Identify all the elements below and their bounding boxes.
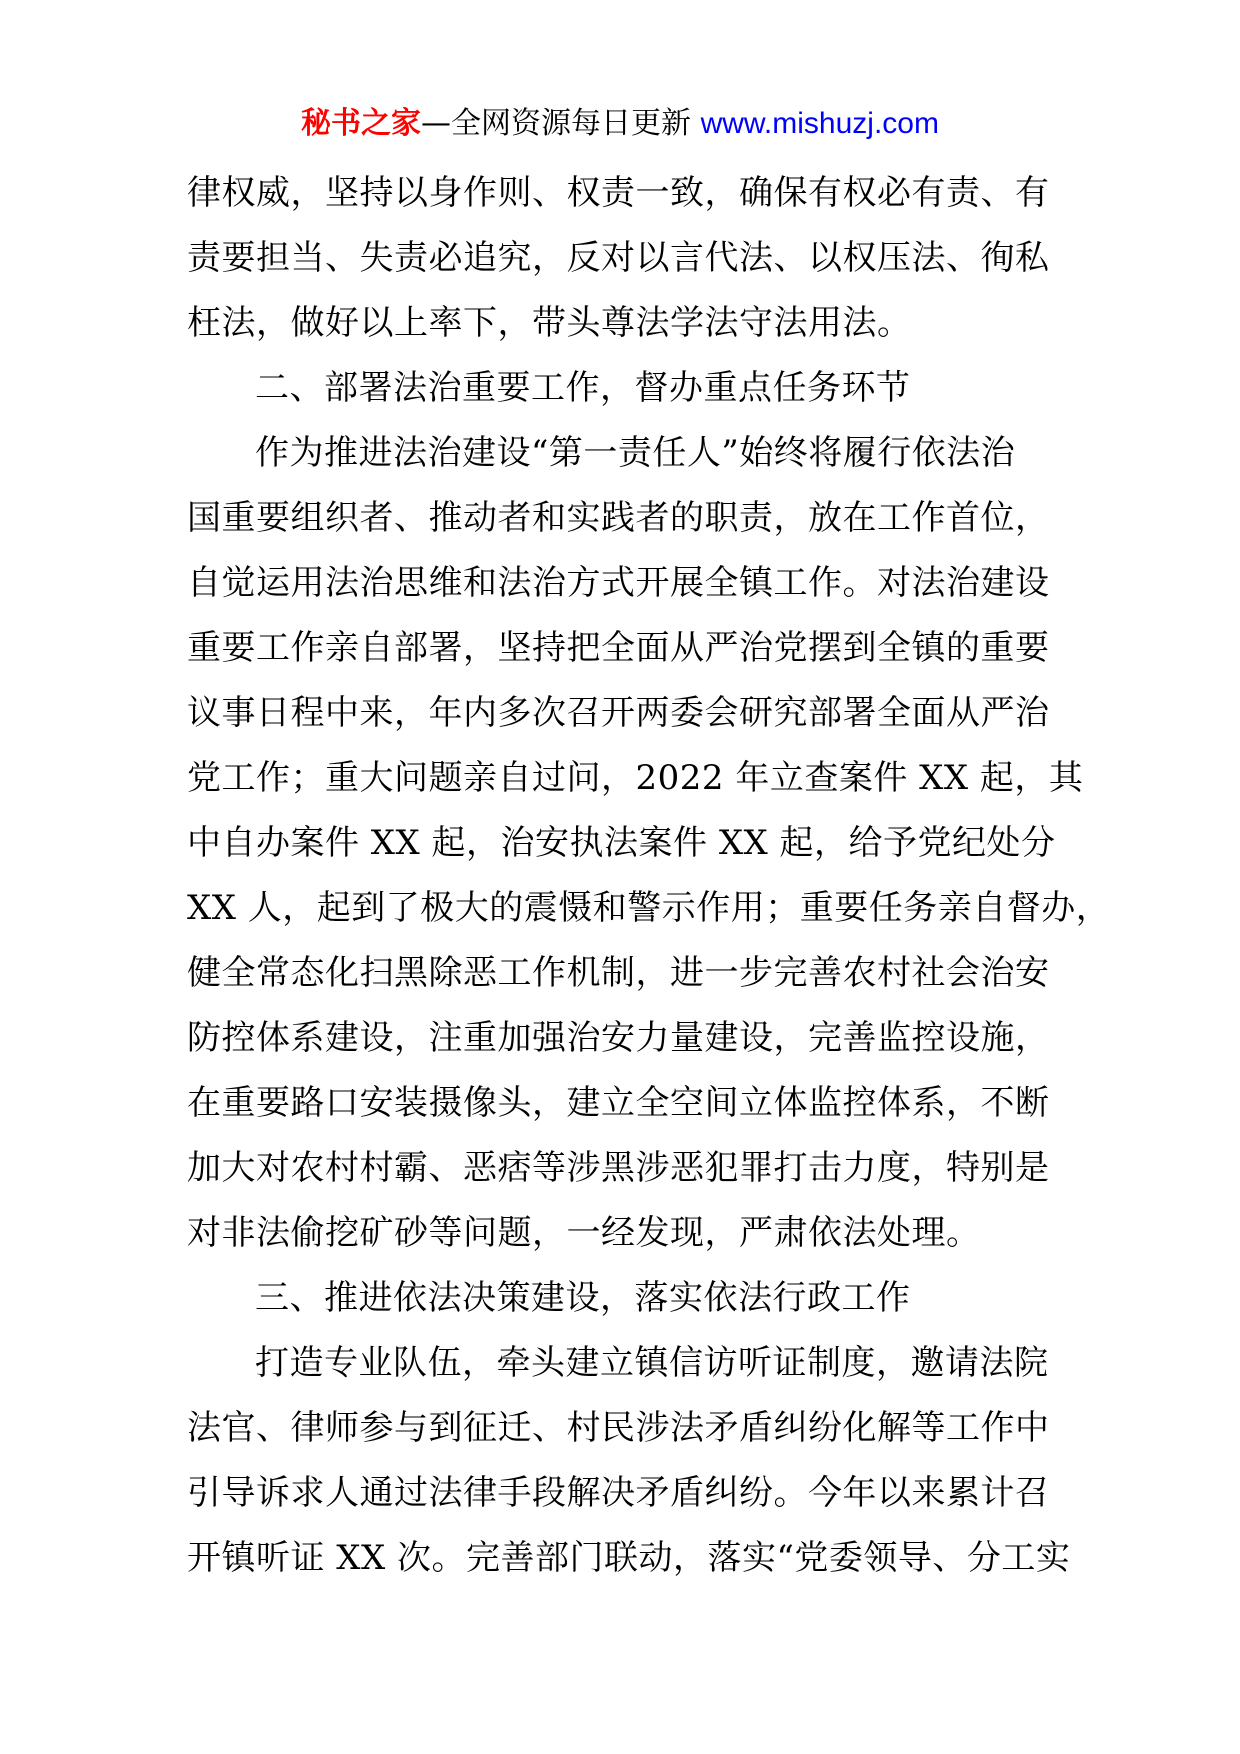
text-line: XX 人，起到了极大的震慑和警示作用；重要任务亲自督办， bbox=[187, 888, 1111, 928]
text-line: 议事日程中来，年内多次召开两委会研究部署全面从严治 bbox=[187, 693, 1050, 733]
text-line: 引导诉求人通过法律手段解决矛盾纠纷。今年以来累计召 bbox=[187, 1473, 1050, 1513]
text-line: 打造专业队伍，牵头建立镇信访听证制度，邀请法院 bbox=[255, 1343, 1049, 1383]
text-line: 国重要组织者、推动者和实践者的职责，放在工作首位， bbox=[187, 498, 1050, 538]
text-line: 加大对农村村霸、恶痞等涉黑涉恶犯罪打击力度，特别是 bbox=[187, 1148, 1050, 1188]
text-line: 三、推进依法决策建设，落实依法行政工作 bbox=[255, 1278, 911, 1318]
header-url[interactable]: www.mishuzj.com bbox=[700, 107, 939, 140]
text-line: 枉法，做好以上率下，带头尊法学法守法用法。 bbox=[187, 303, 912, 343]
text-line: 二、部署法治重要工作，督办重点任务环节 bbox=[255, 368, 911, 408]
site-header bbox=[0, 102, 1240, 146]
text-line: 对非法偷挖矿砂等问题，一经发现，严肃依法处理。 bbox=[187, 1213, 981, 1253]
text-line: 法官、律师参与到征迁、村民涉法矛盾纠纷化解等工作中 bbox=[187, 1408, 1050, 1448]
text-line: 重要工作亲自部署，坚持把全面从严治党摆到全镇的重要 bbox=[187, 628, 1050, 668]
text-line: 中自办案件 XX 起，治安执法案件 XX 起，给予党纪处分 bbox=[187, 823, 1056, 863]
document-body bbox=[187, 161, 1111, 1591]
text-line: 自觉运用法治思维和法治方式开展全镇工作。对法治建设 bbox=[187, 563, 1050, 603]
text-line: 责要担当、失责必追究，反对以言代法、以权压法、徇私 bbox=[187, 238, 1050, 278]
text-line: 在重要路口安装摄像头，建立全空间立体监控体系，不断 bbox=[187, 1083, 1050, 1123]
header-slogan: —全网资源每日更新 bbox=[421, 106, 701, 141]
header-brand: 秘书之家 bbox=[301, 106, 422, 141]
text-line: 党工作；重大问题亲自过问，2022 年立查案件 XX 起，其 bbox=[187, 758, 1084, 798]
text-line: 健全常态化扫黑除恶工作机制，进一步完善农村社会治安 bbox=[187, 953, 1050, 993]
text-line: 防控体系建设，注重加强治安力量建设，完善监控设施， bbox=[187, 1018, 1050, 1058]
text-line: 律权威，坚持以身作则、权责一致，确保有权必有责、有 bbox=[187, 173, 1050, 213]
text-line: 作为推进法治建设“第一责任人”始终将履行依法治 bbox=[255, 433, 1016, 473]
text-line: 开镇听证 XX 次。完善部门联动，落实“党委领导、分工实 bbox=[187, 1538, 1071, 1578]
